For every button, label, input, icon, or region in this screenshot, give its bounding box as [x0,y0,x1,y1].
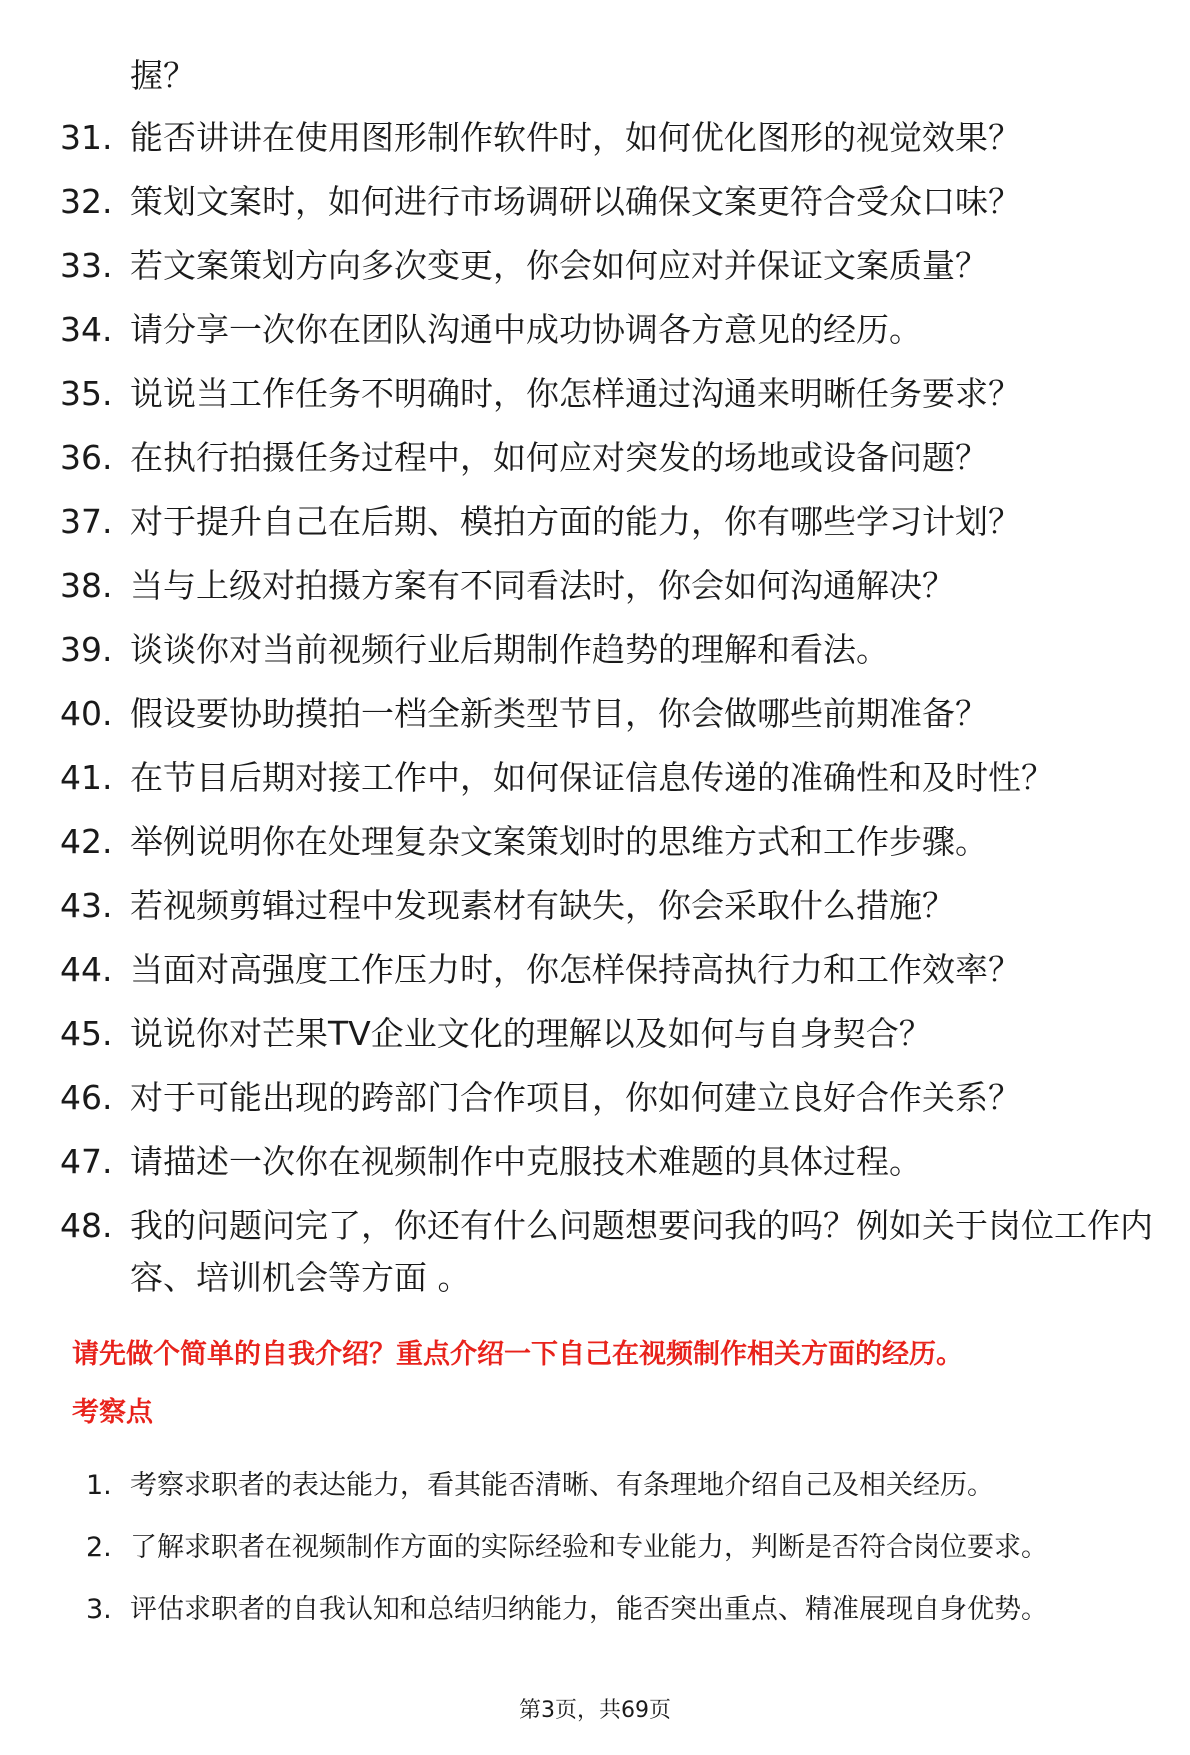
assessment-point [86,1590,1176,1652]
question-number: 36. [60,438,113,477]
question-number: 35. [60,374,113,413]
question-item [60,688,1170,752]
question-text: 能否讲讲在使用图形制作软件时，如何优化图形的视觉效果？ [130,118,1021,157]
question-number: 44. [60,950,113,989]
question-item [60,112,1170,176]
page-footer: 第3页，共69页 [519,1698,671,1723]
question-text: 请描述一次你在视频制作中克服技术难题的具体过程。 [130,1142,922,1181]
question-text: 请分享一次你在团队沟通中成功协调各方意见的经历。 [130,310,922,349]
continuation-text: 握？ [130,56,196,95]
question-number: 41. [60,758,113,797]
point-text: 考察求职者的表达能力，看其能否清晰、有条理地介绍自己及相关经历。 [130,1470,994,1501]
question-item [60,880,1170,944]
question-text: 举例说明你在处理复杂文案策划时的思维方式和工作步骤。 [130,822,988,861]
question-number: 32. [60,182,113,221]
point-number: 3. [86,1594,112,1625]
question-number: 39. [60,630,113,669]
question-number: 48. [60,1206,113,1245]
question-number: 42. [60,822,113,861]
question-item [60,816,1170,880]
question-number: 45. [60,1014,113,1053]
question-item [60,432,1170,496]
assessment-point [86,1528,1176,1590]
question-item [60,560,1170,624]
question-item [60,752,1170,816]
question-item [60,368,1170,432]
question-text: 在节目后期对接工作中，如何保证信息传递的准确性和及时性？ [130,758,1054,797]
point-number: 2. [86,1532,112,1563]
question-number: 47. [60,1142,113,1181]
question-item [60,304,1170,368]
point-text: 了解求职者在视频制作方面的实际经验和专业能力，判断是否符合岗位要求。 [130,1532,1048,1563]
assessment-point [86,1466,1176,1528]
question-number: 38. [60,566,113,605]
section-heading: 考察点 [72,1397,153,1428]
question-number: 37. [60,502,113,541]
question-item [60,176,1170,240]
question-text: 在执行拍摄任务过程中，如何应对突发的场地或设备问题？ [130,438,988,477]
assessment-points-list [86,1466,1176,1652]
question-text: 假设要协助摸拍一档全新类型节目，你会做哪些前期准备？ [130,694,988,733]
question-text: 我的问题问完了，你还有什么问题想要问我的吗？例如关于岗位工作内容、培训机会等方面 。 [130,1206,1153,1297]
question-text: 若文案策划方向多次变更，你会如何应对并保证文案质量？ [130,246,988,285]
question-number: 43. [60,886,113,925]
question-text: 说说你对芒果TV企业文化的理解以及如何与自身契合？ [130,1014,932,1053]
question-text: 对于提升自己在后期、模拍方面的能力，你有哪些学习计划？ [130,502,1021,541]
highlight-question: 请先做个简单的自我介绍？重点介绍一下自己在视频制作相关方面的经历。 [72,1339,963,1370]
question-number: 34. [60,310,113,349]
question-number: 46. [60,1078,113,1117]
question-item [60,1200,1170,1316]
question-text: 说说当工作任务不明确时，你怎样通过沟通来明晰任务要求？ [130,374,1021,413]
question-text: 对于可能出现的跨部门合作项目，你如何建立良好合作关系？ [130,1078,1021,1117]
question-number: 40. [60,694,113,733]
question-text: 策划文案时，如何进行市场调研以确保文案更符合受众口味？ [130,182,1021,221]
point-text: 评估求职者的自我认知和总结归纳能力，能否突出重点、精准展现自身优势。 [130,1594,1048,1625]
question-text: 若视频剪辑过程中发现素材有缺失，你会采取什么措施？ [130,886,955,925]
question-item [60,944,1170,1008]
point-number: 1. [86,1470,112,1501]
question-number: 33. [60,246,113,285]
question-item [60,1136,1170,1200]
question-text: 当面对高强度工作压力时，你怎样保持高执行力和工作效率？ [130,950,1021,989]
question-item [60,240,1170,304]
question-list [60,112,1170,1316]
question-number: 31. [60,118,113,157]
question-item [60,624,1170,688]
question-item [60,1072,1170,1136]
question-text: 当与上级对拍摄方案有不同看法时，你会如何沟通解决？ [130,566,955,605]
question-item [60,1008,1170,1072]
question-item [60,496,1170,560]
question-text: 谈谈你对当前视频行业后期制作趋势的理解和看法。 [130,630,889,669]
